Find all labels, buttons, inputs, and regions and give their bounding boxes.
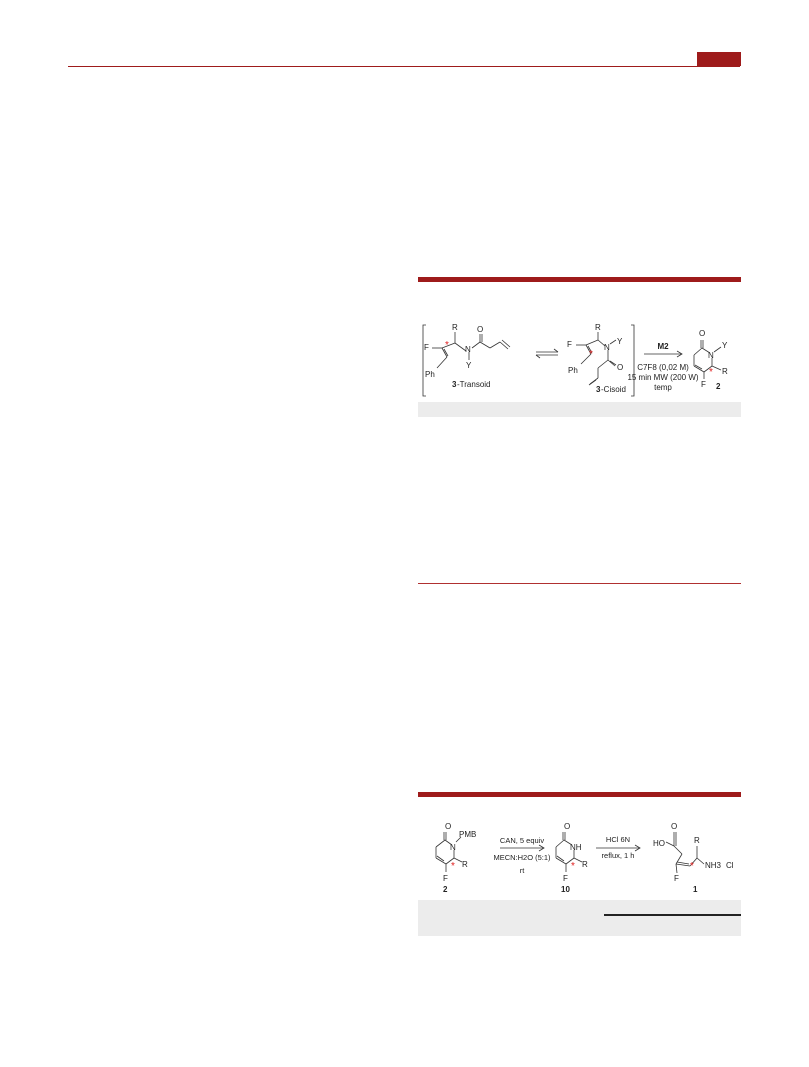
header-rule — [68, 66, 740, 67]
atom-label: F — [424, 343, 429, 352]
stereocenter-star: * — [709, 367, 713, 378]
scheme1-top-rule — [418, 277, 741, 282]
chloride-label: Cl — [726, 861, 734, 870]
atom-label: Ph — [568, 366, 578, 375]
atom-label: F — [443, 874, 448, 883]
atom-label: R — [582, 860, 588, 869]
atom-label: N — [450, 843, 456, 852]
scheme1-table-header-band — [418, 402, 741, 417]
atom-label: Y — [722, 341, 728, 350]
atom-label: R — [452, 323, 458, 332]
scheme1-rcm-scheme — [418, 318, 741, 400]
compound-number: 3 — [452, 380, 457, 389]
catalyst-label: M2 — [657, 342, 669, 351]
temp-label: rt — [519, 866, 525, 875]
reagent-label: CAN, 5 equiv — [499, 836, 545, 845]
atom-label: N — [465, 345, 471, 354]
atom-label: R — [595, 323, 601, 332]
conditions-label: reflux, 1 h — [601, 851, 635, 860]
stereocenter-star: * — [445, 340, 449, 351]
atom-label: Y — [617, 337, 623, 346]
atom-label: HO — [653, 839, 665, 848]
atom-label: N — [604, 343, 610, 352]
temp-label: temp — [654, 383, 672, 392]
cisoid-label: -Cisoid — [601, 385, 626, 394]
atom-label: NH — [570, 843, 582, 852]
transoid-label: -Transoid — [457, 380, 491, 389]
atom-label: R — [694, 836, 700, 845]
atom-label: F — [701, 380, 706, 389]
compound-number: 2 — [716, 382, 721, 391]
solvent-label: MECN:H2O (5:1) — [493, 853, 551, 862]
page-tab-marker — [697, 52, 741, 66]
atom-label: R — [462, 860, 468, 869]
solvent-label: C7F8 (0,02 M) — [637, 363, 689, 372]
stereocenter-star: * — [451, 861, 455, 872]
atom-label: O — [617, 363, 624, 372]
atom-label: Y — [466, 361, 472, 370]
atom-label: N — [708, 351, 714, 360]
atom-label: F — [567, 340, 572, 349]
atom-label: O — [445, 822, 452, 831]
atom-label: F — [563, 874, 568, 883]
table-column-rule — [604, 914, 741, 916]
atom-label: O — [671, 822, 678, 831]
atom-label: R — [722, 367, 728, 376]
atom-label: F — [674, 874, 679, 883]
stereocenter-star: * — [690, 861, 694, 872]
compound-number: 1 — [693, 885, 698, 894]
conditions-label: 15 min MW (200 W) — [627, 373, 699, 382]
scheme2-deprotection-scheme — [418, 818, 741, 898]
atom-label: O — [477, 325, 484, 334]
scheme2-table-band — [418, 900, 741, 936]
scheme2-top-rule — [418, 792, 741, 797]
compound-number: 3 — [596, 385, 601, 394]
compound-number: 2 — [443, 885, 448, 894]
atom-label: O — [699, 329, 706, 338]
ammonium-label: NH3 — [705, 861, 722, 870]
stereocenter-star: * — [589, 349, 593, 360]
stereocenter-star: * — [571, 861, 575, 872]
atom-label: Ph — [425, 370, 435, 379]
atom-label: O — [564, 822, 571, 831]
pmb-label: PMB — [459, 830, 477, 839]
compound-number: 10 — [561, 885, 570, 894]
section-divider-rule — [418, 583, 741, 584]
reagent-label: HCl 6N — [605, 835, 631, 844]
